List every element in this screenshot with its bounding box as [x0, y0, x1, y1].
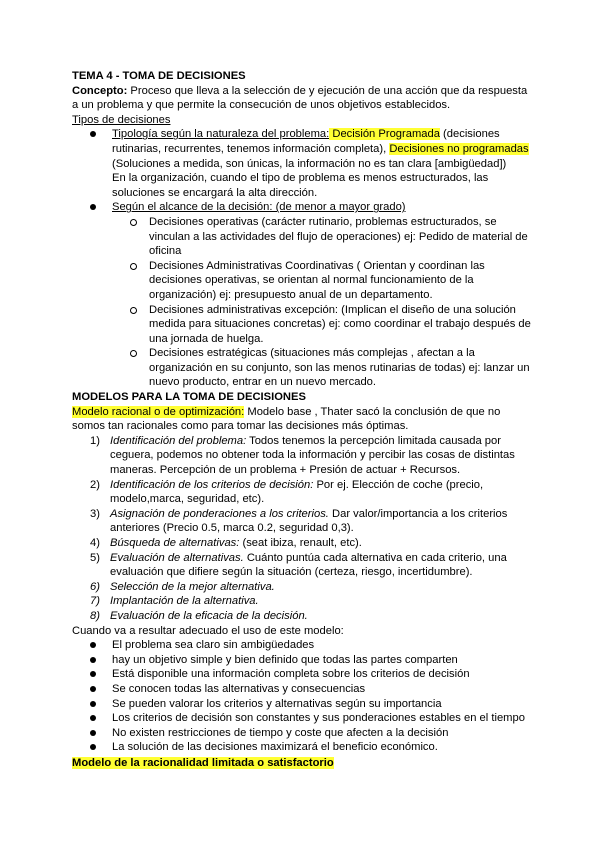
step-title: Asignación de ponderaciones a los criterios.: [110, 507, 329, 520]
condition-item: [72, 697, 532, 712]
bullet-icon: [90, 730, 96, 736]
step-number: 7): [90, 595, 100, 608]
step-number: 2): [90, 478, 100, 491]
hollow-bullet-icon: [130, 307, 137, 314]
typology-line-2: rutinarias, recurrentes, tenemos información completa),: [112, 142, 390, 155]
sub-list-item: [72, 259, 532, 303]
hollow-bullet-icon: [130, 263, 137, 270]
concept-label: Concepto:: [72, 84, 128, 97]
condition-text: El problema sea claro sin ambigüedades: [112, 639, 315, 652]
condition-item: [72, 667, 532, 682]
step-number: 1): [90, 434, 100, 447]
step-continuation: evaluación que difiere según la situación (certeza, riesgo, incertidumbre).: [110, 566, 473, 579]
highlight-programada: Decisión Programada: [329, 128, 440, 141]
condition-item: [72, 653, 532, 668]
numbered-item: [72, 551, 532, 580]
concept-line-1: [72, 84, 532, 99]
highlight-limited-model: Modelo de la racionalidad limitada o satisfactorio: [72, 756, 334, 769]
sub-item-line: Decisiones Administrativas Coordinativas ( Orientan y coordinan las: [149, 259, 485, 272]
sub-item-line: Decisiones estratégicas (situaciones más complejas , afectan a la: [149, 347, 475, 360]
condition-item: [72, 740, 532, 755]
condition-text: Está disponible una información completa sobre los criterios de decisión: [112, 668, 470, 681]
sub-item-line: organización) ej: presupuesto anual de un departamento.: [149, 288, 433, 301]
typology-lead: Tipología según la naturaleza del problema:: [112, 128, 330, 141]
condition-item: [72, 726, 532, 741]
sub-item-line: vinculan a las actividades del flujo de operaciones) ej: Pedido de material de: [149, 230, 528, 243]
bullet-icon: [90, 701, 96, 707]
sub-item-line: organización en su conjunto, son las menos rutinarias de todas) ej: lanzar un: [149, 361, 530, 374]
step-text: (seat ibiza, renault, etc).: [239, 537, 362, 549]
condition-item: [72, 682, 532, 697]
condition-text: Se conocen todas las alternativas y consecuencias: [112, 682, 366, 695]
sub-item-line: medida para situaciones concretas) ej: como coordinar el trabajo después de: [149, 318, 531, 331]
step-number: 5): [90, 551, 100, 564]
sub-item-line: Decisiones operativas (carácter rutinario, problemas estructurados, se: [149, 215, 497, 228]
bullet-icon: [90, 686, 96, 692]
rational-line-1: [72, 405, 532, 420]
step-continuation: maneras. Percepción de un problema + Presión de actuar + Recursos.: [110, 464, 461, 477]
step-title: Identificación del problema:: [110, 434, 247, 447]
step-text: Todos tenemos la percepción limitada causada por: [246, 434, 501, 447]
numbered-item: [72, 434, 532, 478]
sub-item-line: oficina: [149, 245, 182, 258]
step-number: 8): [90, 609, 100, 622]
step-title: Identificación de los criterios de decisión:: [110, 478, 314, 491]
condition-text: No existen restricciones de tiempo y coste que afecten a la decisión: [112, 726, 449, 739]
numbered-item: [72, 580, 532, 595]
hollow-bullet-icon: [130, 219, 137, 226]
condition-text: La solución de las decisiones maximizará el beneficio económico.: [112, 741, 438, 754]
sub-item-line: decisiones operativas, se orientan al normal funcionamiento de la: [149, 274, 474, 287]
typology-line-5: soluciones se encargará la alta dirección.: [112, 186, 318, 199]
sub-list-item: [72, 215, 532, 259]
concept-line-2: a un problema y que permite la consecución de unos objetivos establecidos.: [72, 99, 451, 112]
step-number: 6): [90, 580, 100, 593]
sub-item-line: una jornada de huelga.: [149, 332, 264, 345]
condition-item: [72, 711, 532, 726]
sub-item-line: Decisiones administrativas excepción: (Implican el diseño de una solución: [149, 303, 516, 316]
alcance-lead: Según el alcance de la decisión: (de menor a mayor grado): [112, 201, 406, 214]
list-item-alcance: [72, 200, 532, 215]
step-continuation: modelo,marca, seguridad, etc).: [110, 493, 265, 506]
highlight-rational-model: Modelo racional o de optimización:: [72, 405, 245, 418]
bullet-icon: [90, 657, 96, 663]
step-title: Implantación de la alternativa.: [110, 595, 259, 608]
concept-text: Proceso que lleva a la selección de y ejecución de una acción que da respuesta: [127, 84, 528, 97]
models-heading: MODELOS PARA LA TOMA DE DECISIONES: [72, 391, 306, 404]
when-heading: Cuando va a resultar adecuado el uso de este modelo:: [72, 624, 344, 637]
numbered-item: [72, 507, 532, 536]
step-number: 4): [90, 537, 100, 549]
numbered-item: [72, 609, 532, 624]
step-text: Dar valor/importancia a los criterios: [328, 507, 508, 520]
types-heading: Tipos de decisiones: [72, 113, 171, 126]
typology-line-3: (Soluciones a medida, son únicas, la información no es tan clara [ambigüedad]): [112, 157, 507, 170]
step-text: Cuánto puntúa cada alternativa en cada criterio, una: [243, 551, 507, 564]
step-title: Evaluación de alternativas.: [110, 551, 244, 564]
numbered-item: [72, 478, 532, 507]
numbered-item: [72, 536, 532, 551]
sub-list-item: [72, 303, 532, 347]
highlight-no-programadas: Decisiones no programadas: [389, 142, 529, 155]
document-page: [72, 69, 532, 771]
sub-list-item: [72, 346, 532, 390]
sub-item-line: nuevo producto, entrar en un nuevo mercado.: [149, 376, 377, 389]
step-title: Evaluación de la eficacia de la decisión.: [110, 609, 308, 622]
rational-text: Modelo base , Thater sacó la conclusión de que no: [244, 405, 501, 418]
condition-text: hay un objetivo simple y bien definido que todas las partes comparten: [112, 653, 458, 666]
limited-rationality-heading: [72, 756, 532, 771]
step-continuation: anteriores (Precio 0.5, marca 0.2, seguridad 0,3).: [110, 522, 354, 535]
step-text: Por ej. Elección de coche (precio,: [313, 478, 484, 491]
list-item-typology: [72, 127, 532, 200]
condition-item: [72, 638, 532, 653]
document-title: TEMA 4 - TOMA DE DECISIONES: [72, 70, 246, 82]
step-title: Búsqueda de alternativas:: [110, 537, 240, 549]
rational-line-2: somos tan racionales como para tomar las decisiones más óptimas.: [72, 420, 409, 433]
typology-after-programada: (decisiones: [439, 128, 500, 141]
step-number: 3): [90, 507, 100, 520]
step-title: Selección de la mejor alternativa.: [110, 580, 275, 593]
condition-text: Se pueden valorar los criterios y alternativas según su importancia: [112, 697, 442, 710]
typology-line-4: En la organización, cuando el tipo de problema es menos estructurados, las: [112, 172, 489, 185]
step-continuation: ceguera, podemos no obtener toda la información y percibir las cosas de distintas: [110, 449, 515, 462]
numbered-item: [72, 594, 532, 609]
condition-text: Los criterios de decisión son constantes y sus ponderaciones estables en el tiempo: [112, 712, 525, 725]
